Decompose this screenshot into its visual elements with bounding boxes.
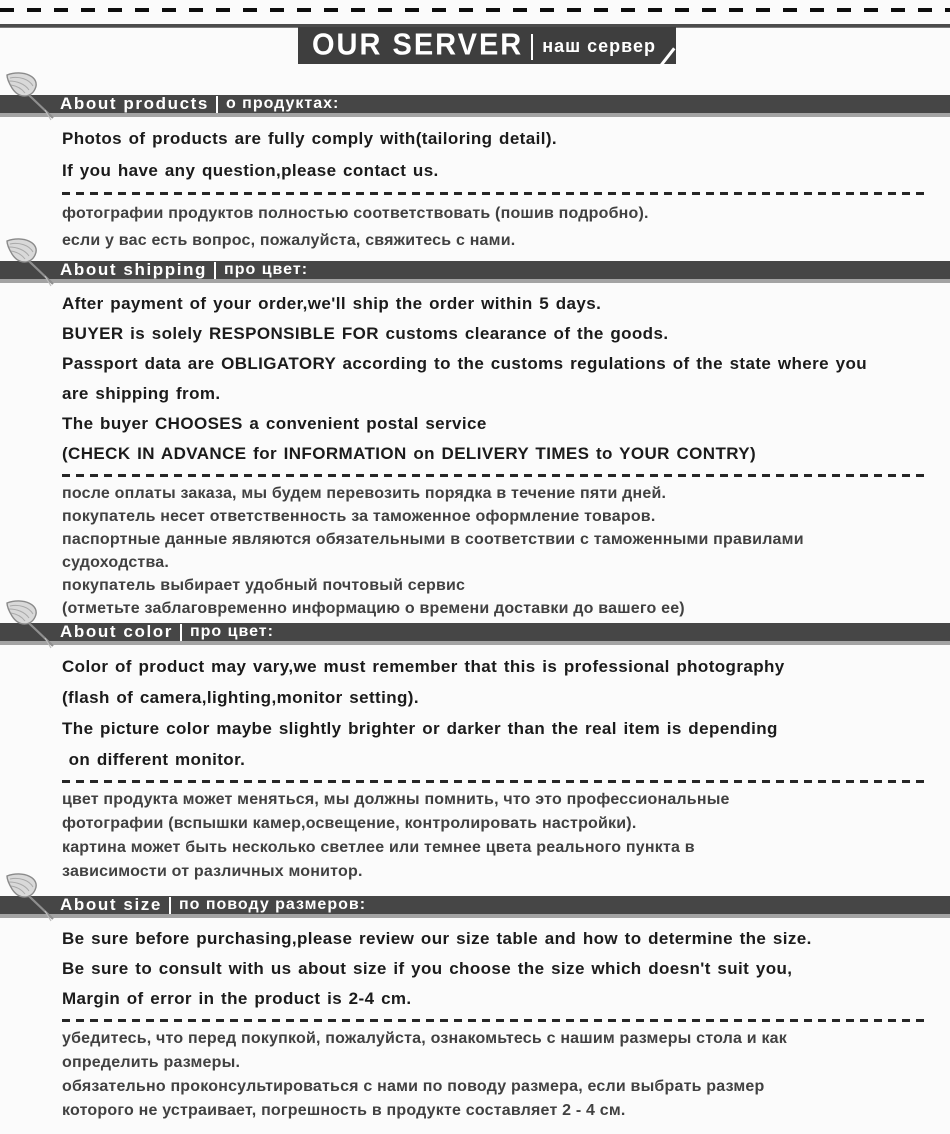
- page-title-russian: наш сервер: [542, 36, 656, 56]
- text-line: цвет продукта может меняться, мы должны помнить, что это профессиональные: [62, 791, 730, 808]
- section-title-en: About color: [60, 622, 173, 641]
- header-vertical-divider: [216, 96, 218, 113]
- text-line: зависимости от различных монитор.: [62, 863, 363, 880]
- text-line: After payment of your order,we'll ship the order within 5 days.: [62, 294, 602, 313]
- dashed-divider: [62, 1019, 924, 1022]
- text-line: Be sure before purchasing,please review our size table and how to determine the size.: [62, 929, 812, 948]
- section-russian-text: [62, 1027, 940, 1123]
- section-title-ru: про цвет:: [224, 261, 309, 278]
- page-title-banner: [298, 27, 676, 64]
- text-line: обязательно проконсультироваться с нами по поводу размера, если выбрать размер: [62, 1078, 765, 1095]
- section-header-bar: [0, 896, 950, 918]
- section-title-en: About size: [60, 895, 162, 914]
- section-title-en: About products: [60, 94, 209, 113]
- text-line: on different monitor.: [62, 750, 246, 769]
- text-line: покупатель несет ответственность за таможенное оформление товаров.: [62, 508, 656, 525]
- header-vertical-divider: [180, 624, 182, 641]
- text-line: судоходства.: [62, 554, 170, 571]
- section-title-ru: по поводу размеров:: [178, 896, 367, 913]
- section-russian-text: [62, 788, 940, 884]
- section-size: [0, 896, 950, 1123]
- text-line: If you have any question,please contact us.: [62, 161, 439, 180]
- quill-feather-icon: [1, 72, 63, 122]
- text-line: после оплаты заказа, мы будем перевозить порядка в течение пяти дней.: [62, 485, 667, 502]
- text-line: The buyer CHOOSES a convenient postal service: [62, 414, 487, 433]
- text-line: Passport data are OBLIGATORY according to the customs regulations of the state where you: [62, 354, 868, 373]
- text-line: паспортные данные являются обязательными в соответствии с таможенными правилами: [62, 531, 804, 548]
- text-line: are shipping from.: [62, 384, 221, 403]
- text-line: если у вас есть вопрос, пожалуйста, свяжитесь с нами.: [62, 232, 516, 249]
- sections-container: [0, 95, 950, 1123]
- section-products: [0, 95, 950, 254]
- section-title-en: About shipping: [60, 260, 208, 279]
- top-dashed-divider: [0, 8, 950, 12]
- header-vertical-divider: [169, 897, 171, 914]
- text-line: The picture color maybe slightly brighter or darker than the real item is depending: [62, 719, 778, 738]
- service-info-page: [0, 8, 950, 1123]
- text-line: BUYER is solely RESPONSIBLE FOR customs clearance of the goods.: [62, 324, 669, 343]
- dashed-divider: [62, 192, 924, 195]
- section-english-text: [62, 924, 935, 1014]
- text-line: Margin of error in the product is 2-4 cm.: [62, 989, 412, 1008]
- section-header-bar: [0, 261, 950, 283]
- section-english-text: [62, 651, 935, 775]
- section-title-ru: про цвет:: [189, 623, 274, 640]
- text-line: картина может быть несколько светлее или темнее цвета реального пункта в: [62, 839, 695, 856]
- section-header-bar: [0, 95, 950, 117]
- dashed-divider: [62, 780, 924, 783]
- text-line: (flash of camera,lighting,monitor setting).: [62, 688, 419, 707]
- banner-vertical-divider: [531, 34, 533, 60]
- dashed-divider: [62, 474, 924, 477]
- section-color: [0, 623, 950, 884]
- text-line: убедитесь, что перед покупкой, пожалуйста, ознакомьтесь с нашим размеры стола и как: [62, 1030, 787, 1047]
- section-header-bar: [0, 623, 950, 645]
- text-line: которого не устраивает, погрешность в продукте составляет 2 - 4 см.: [62, 1102, 626, 1119]
- text-line: Photos of products are fully comply with(tailoring detail).: [62, 129, 558, 148]
- text-line: фотографии (вспышки камер,освещение, контролировать настройки).: [62, 815, 637, 832]
- banner-slash-decoration: [660, 47, 676, 66]
- section-russian-text: [62, 200, 940, 254]
- text-line: определить размеры.: [62, 1054, 241, 1071]
- text-line: фотографии продуктов полностью соответствовать (пошив подробно).: [62, 205, 649, 222]
- section-english-text: [62, 123, 935, 187]
- section-russian-text: [62, 482, 940, 620]
- text-line: Be sure to consult with us about size if you choose the size which doesn't suit you,: [62, 959, 793, 978]
- text-line: Color of product may vary,we must remember that this is professional photography: [62, 657, 785, 676]
- page-title: OUR SERVER: [312, 28, 524, 62]
- header-vertical-divider: [214, 262, 216, 279]
- text-line: (CHECK IN ADVANCE for INFORMATION on DELIVERY TIMES to YOUR CONTRY): [62, 444, 757, 463]
- section-shipping: [0, 261, 950, 620]
- text-line: (отметьте заблаговременно информацию о времени доставки до вашего ее): [62, 600, 685, 617]
- section-title-ru: о продуктах:: [225, 95, 340, 112]
- text-line: покупатель выбирает удобный почтовый сервис: [62, 577, 466, 594]
- section-english-text: [62, 289, 935, 469]
